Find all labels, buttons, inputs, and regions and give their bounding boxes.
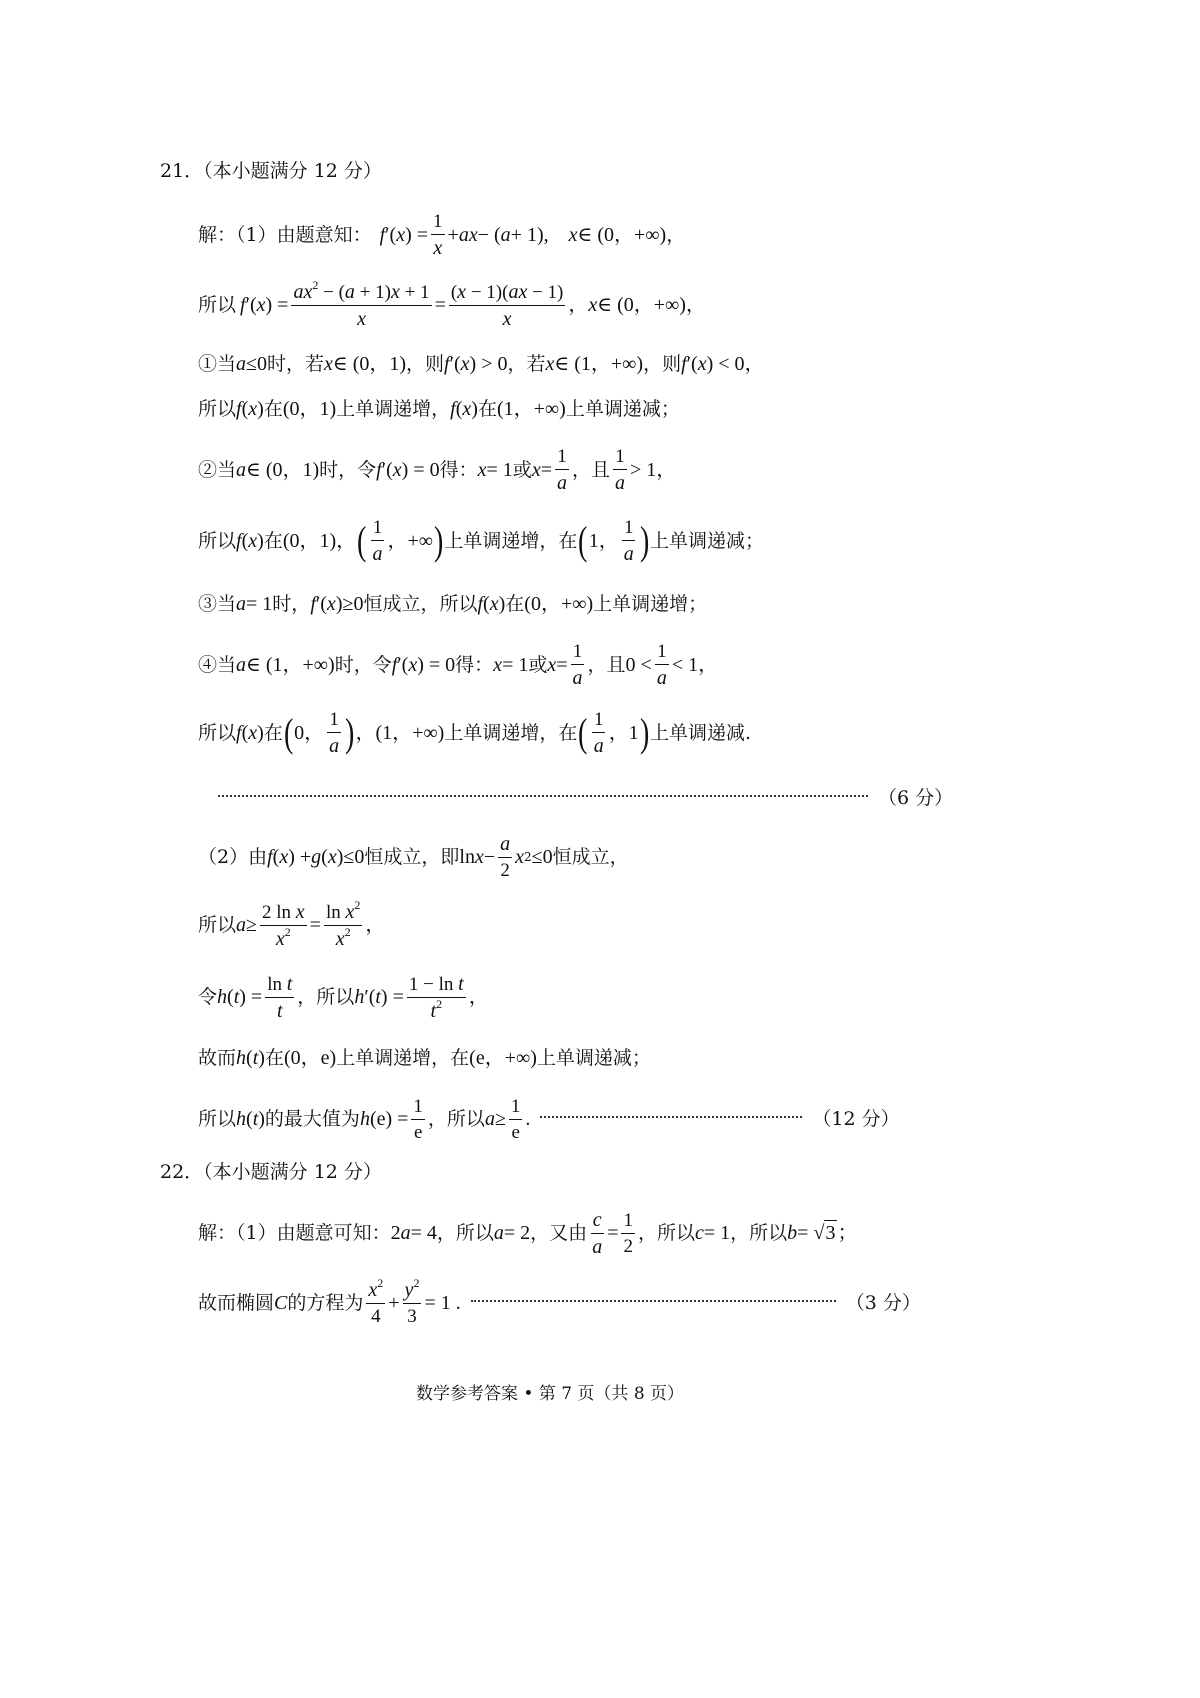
q21-part2-h: 令 h ( t ) = $\frac{\text{ln t}}{t}$ ，所以 h ′( t ) = $\frac{\text{1 − ln t}}{t^2}$ ， (198, 972, 489, 1022)
q21-line-derivative: 解：（1）由题意知： f ′( x ) = $\frac{1}{x}$ + ax − ( a + 1), x ∈ (0，+∞) ， (198, 211, 686, 259)
q22-header: 22．（本小题满分 12 分） (160, 1161, 382, 1183)
dotted-leader (471, 1300, 836, 1302)
q21-line-derivative-factored: 所以 f ′( x ) = $\frac{ax^2 - (a + 1)x + 1}{x}$ = $\frac{(x - 1)(ax - 1)}{x}$ ， x ∈ (0，+∞)， (198, 277, 706, 330)
q21-score-6: （6 分） (208, 786, 953, 810)
q21-case1-conclusion: 所以 f ( x ) 在 (0，1) 上单调递增， f ( x ) 在 (1，+∞) 上单调递减； (198, 397, 680, 420)
dotted-leader (218, 795, 868, 797)
q21-part2-ineq: 所以 a ≥ $\frac{\text{2 ln x}}{x^2}$ = $\frac{\ln x^2}{x^2}$ ， (198, 897, 386, 950)
q21-case3: ③当 a = 1 时， f ′( x )≥0 恒成立，所以 f ( x ) 在 (0，+∞) 上单调递增； (198, 592, 708, 615)
q21-part2-mono: 故而 h ( t ) 在 (0，e) 上单调递增，在 (e，+∞) 上单调递减； (198, 1046, 651, 1069)
q21-case4-conclusion: 所以 f ( x ) 在 ( 0， $\frac{1}{a}$ ) ，(1，+∞) 上单调递增，在 ( $\frac{1}{a}$ ，1 ) 上单调递减. (198, 709, 752, 757)
q21-case2: ②当 a ∈ (0，1) 时，令 f ′( x ) = 0 得： x = 1 或 x = $\frac{1}{a}$ ，且 $\frac{1}{a}$ > 1， (198, 446, 677, 494)
q22-line1: 解：（1）由题意可知： 2 a = 4 ，所以 a = 2 ，又由 $\frac{c}{a}$ = $\frac{1}{2}$ ，所以 c = 1 ，所以 b = √3 ； (198, 1208, 858, 1258)
q21-part2-max: 所以 h ( t ) 的最大值为 h (e) = $\frac{1}{e}$ ，所以 a ≥ $\frac{1}{e}$ . （12 分） (198, 1095, 900, 1143)
q21-case2-conclusion: 所以 f ( x ) 在 (0，1)， ( $\frac{1}{a}$ ，+∞ ) 上单调递增，在 ( 1， $\frac{1}{a}$ ) 上单调递减； (198, 517, 765, 565)
page-footer: 数学参考答案 • 第 7 页（共 8 页） (415, 1384, 685, 1404)
q22-line2: 故而椭圆 C 的方程为 $\frac{x^2}{4}$ + $\frac{y^2}{3}$ = 1 . （3 分） (198, 1276, 921, 1327)
q21-case4: ④当 a ∈ (1，+∞) 时，令 f ′( x ) = 0 得： x = 1 或 x = $\frac{1}{a}$ ，且 0 < $\frac{1}{a}$ < 1， (198, 641, 719, 689)
dotted-leader (540, 1116, 802, 1118)
q21-case1: ①当 a ≤0 时，若 x ∈ (0，1) ，则 f ′( x ) > 0 ，若 x ∈ (1，+∞) ，则 f ′( x ) < 0， (198, 352, 765, 375)
q21-header: 21．（本小题满分 12 分） (160, 160, 382, 182)
q21-part2: （2）由 f ( x ) + g ( x )≤0 恒成立，即 ln x − $\frac{a}{2}$ x 2 ≤0 恒成立， (198, 833, 629, 881)
